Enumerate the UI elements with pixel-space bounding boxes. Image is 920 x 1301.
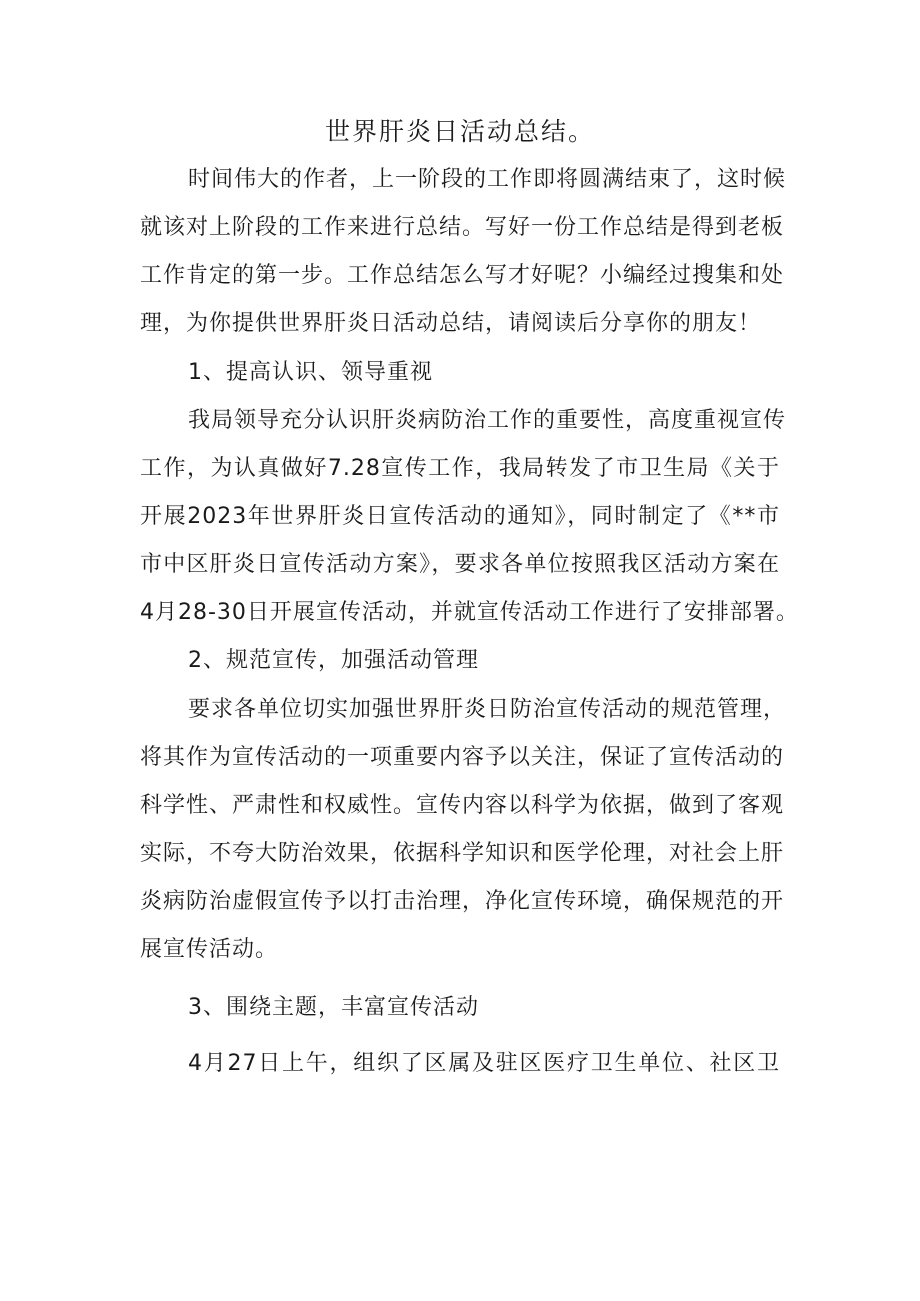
- section-2-line-6: 展宣传活动。: [140, 937, 279, 962]
- intro-line-2: 就该对上阶段的工作来进行总结。写好一份工作总结是得到老板: [140, 215, 785, 240]
- intro-line-1: 时间伟大的作者，上一阶段的工作即将圆满结束了，这时候: [188, 167, 787, 192]
- section-2-line-4: 实际，不夸大防治效果，依据科学知识和医学伦理，对社会上肝: [140, 841, 785, 866]
- section-2-line-3: 科学性、严肃性和权威性。宣传内容以科学为依据，做到了客观: [140, 793, 785, 818]
- section-1-heading: 1、提高认识、领导重视: [188, 360, 433, 385]
- section-2-heading: 2、规范宣传，加强活动管理: [188, 648, 479, 673]
- section-1-line-3: 开展2023年世界肝炎日宣传活动的通知》，同时制定了《**市: [140, 504, 780, 529]
- section-2-line-1: 要求各单位切实加强世界肝炎日防治宣传活动的规范管理，: [188, 697, 787, 722]
- section-2-line-2: 将其作为宣传活动的一项重要内容予以关注，保证了宣传活动的: [140, 745, 785, 770]
- section-1-line-1: 我局领导充分认识肝炎病防治工作的重要性，高度重视宣传: [188, 408, 787, 433]
- document-title: 世界肝炎日活动总结。: [324, 117, 595, 146]
- section-1-line-4: 市中区肝炎日宣传活动方案》，要求各单位按照我区活动方案在: [140, 552, 780, 577]
- section-1-line-2: 工作，为认真做好7.28宣传工作，我局转发了市卫生局《关于: [140, 456, 780, 481]
- section-1-line-5: 4月28-30日开展宣传活动，并就宣传活动工作进行了安排部署。: [140, 600, 799, 625]
- intro-line-4: 理，为你提供世界肝炎日活动总结，请阅读后分享你的朋友！: [140, 311, 762, 336]
- intro-line-3: 工作肯定的第一步。工作总结怎么写才好呢？小编经过搜集和处: [140, 263, 785, 288]
- section-2-line-5: 炎病防治虚假宣传予以打击治理，净化宣传环境，确保规范的开: [140, 889, 785, 914]
- section-3-heading: 3、围绕主题，丰富宣传活动: [188, 995, 479, 1020]
- section-3-line-1: 4月27日上午，组织了区属及驻区医疗卫生单位、社区卫: [188, 1051, 780, 1076]
